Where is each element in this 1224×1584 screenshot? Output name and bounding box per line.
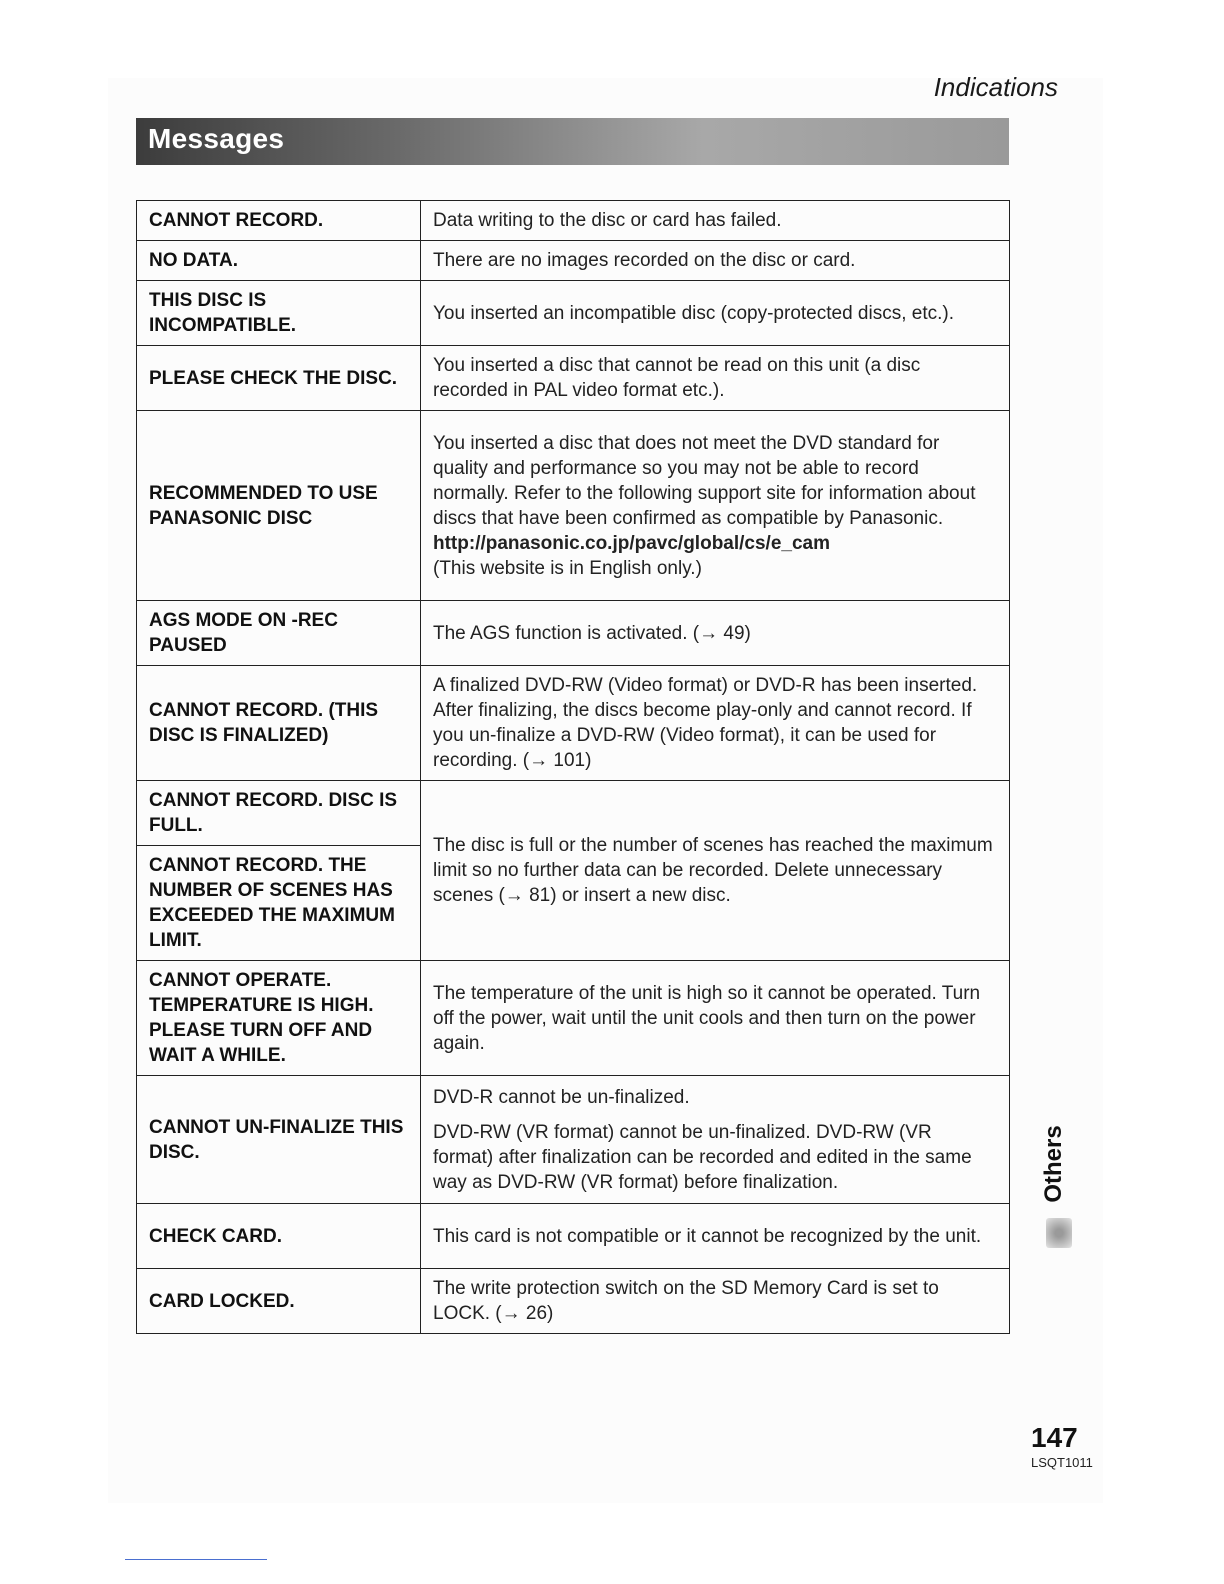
message-code: AGS MODE ON -REC PAUSED — [137, 601, 421, 666]
description-text: A finalized DVD-RW (Video format) or DVD-R has been inserted. After finalizing, the discs become play-only and cannot record. If you un-finalize a DVD-RW (Video format), it can be used for recording. (→ 101) — [433, 675, 978, 771]
description-text: You inserted a disc that cannot be read on this unit (a disc recorded in PAL video format etc.). — [433, 355, 921, 401]
table-row — [137, 1204, 1010, 1269]
description-text: DVD-RW (VR format) cannot be un-finalized. DVD-RW (VR format) after finalization can be recorded and edited in the same way as DVD-RW (VR format) before finalization. — [433, 1121, 972, 1193]
table-row — [137, 281, 1010, 346]
description-text: The disc is full or the number of scenes has reached the maximum limit so no further data can be recorded. Delete unnecessary scenes (→ 81) or insert a new disc. — [433, 835, 993, 906]
message-code: RECOMMENDED TO USE PANASONIC DISC — [137, 411, 421, 601]
message-description — [421, 961, 1010, 1076]
table-row — [137, 346, 1010, 411]
footer-rule — [125, 1559, 267, 1560]
message-code: CANNOT UN-FINALIZE THIS DISC. — [137, 1076, 421, 1204]
message-description — [421, 1269, 1010, 1334]
message-description — [421, 201, 1010, 241]
table-row — [137, 241, 1010, 281]
table-row — [137, 961, 1010, 1076]
description-text: The temperature of the unit is high so it cannot be operated. Turn off the power, wait until the unit cools and then turn on the power again. — [433, 982, 981, 1054]
table-row — [137, 666, 1010, 781]
message-code: CHECK CARD. — [137, 1204, 421, 1269]
message-code: CANNOT RECORD. THE NUMBER OF SCENES HAS EXCEEDED THE MAXIMUM LIMIT. — [137, 846, 421, 961]
message-code: PLEASE CHECK THE DISC. — [137, 346, 421, 411]
message-code: CANNOT RECORD. — [137, 201, 421, 241]
message-description — [421, 601, 1010, 666]
message-code: CANNOT OPERATE. TEMPERATURE IS HIGH. PLEASE TURN OFF AND WAIT A WHILE. — [137, 961, 421, 1076]
description-text: You inserted an incompatible disc (copy-protected discs, etc.). — [433, 302, 955, 324]
message-code: CANNOT RECORD. DISC IS FULL. — [137, 781, 421, 846]
message-description — [421, 666, 1010, 781]
table-row — [137, 201, 1010, 241]
description-text: There are no images recorded on the disc or card. — [433, 250, 856, 271]
message-description — [421, 1204, 1010, 1269]
section-title: Indications — [933, 72, 1058, 102]
description-text: You inserted a disc that does not meet the DVD standard for quality and performance so you may not be able to record normally. Refer to the following support site for information about discs that have been confirmed as compatible by Panasonic. — [433, 432, 976, 529]
page-number: 147 — [1031, 1422, 1078, 1453]
model-code: LSQT1011 — [1031, 1455, 1093, 1470]
message-description — [421, 346, 1010, 411]
description-text: The write protection switch on the SD Memory Card is set to LOCK. (→ 26) — [433, 1278, 939, 1324]
message-code: THIS DISC IS INCOMPATIBLE. — [137, 281, 421, 346]
description-text: This card is not compatible or it cannot be recognized by the unit. — [433, 1225, 982, 1247]
description-text: Data writing to the disc or card has failed. — [433, 210, 782, 231]
description-note: (This website is in English only.) — [433, 557, 702, 579]
message-code: CANNOT RECORD. (THIS DISC IS FINALIZED) — [137, 666, 421, 781]
table-row — [137, 411, 1010, 601]
messages-table — [136, 200, 1010, 1334]
support-site-link[interactable]: http://panasonic.co.jp/pavc/global/cs/e_cam — [433, 532, 830, 554]
side-tab-marker — [1046, 1218, 1072, 1248]
description-text: The AGS function is activated. (→ 49) — [433, 622, 751, 644]
banner-title: Messages — [148, 123, 285, 154]
message-description — [421, 1076, 1010, 1204]
table-row — [137, 1076, 1010, 1204]
table-row — [137, 781, 1010, 846]
side-tab-label — [1036, 1120, 1072, 1208]
table-row — [137, 1269, 1010, 1334]
table-row — [137, 601, 1010, 666]
message-description — [421, 781, 1010, 961]
message-code: NO DATA. — [137, 241, 421, 281]
side-tab-text: Others — [1040, 1125, 1067, 1203]
messages-banner — [136, 118, 1009, 165]
message-description — [421, 241, 1010, 281]
message-description — [421, 411, 1010, 601]
message-code: CARD LOCKED. — [137, 1269, 421, 1334]
message-description — [421, 281, 1010, 346]
description-text: DVD-R cannot be un-finalized. — [433, 1086, 690, 1108]
